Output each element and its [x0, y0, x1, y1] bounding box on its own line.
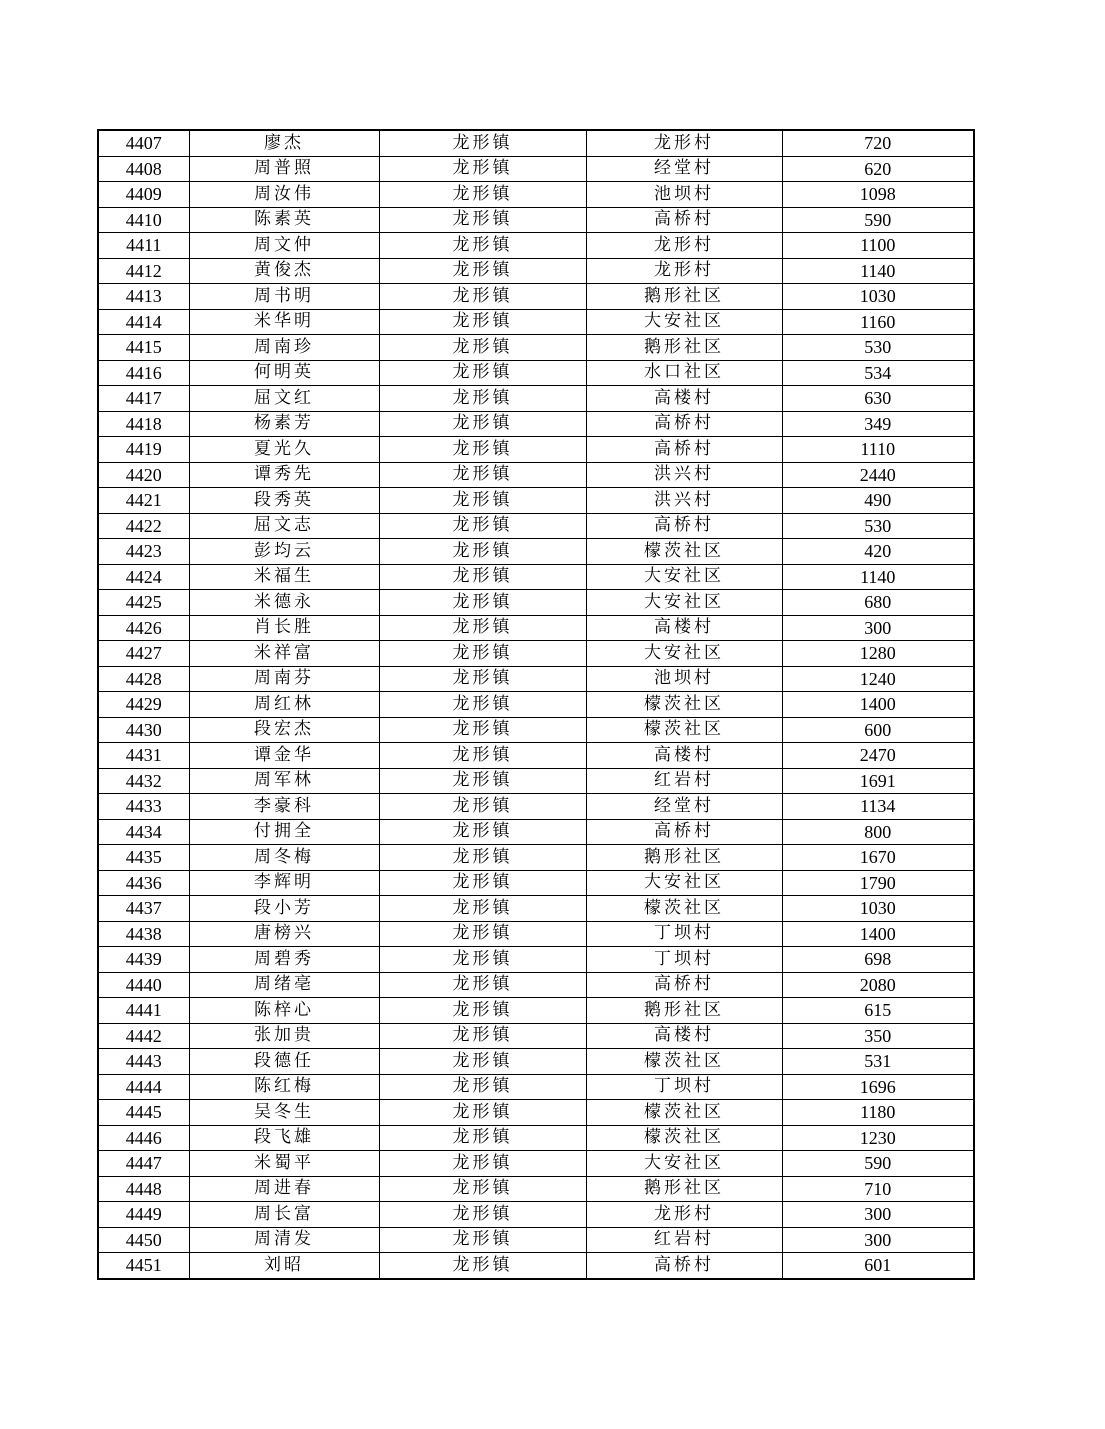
town-cell: 龙形镇: [379, 870, 586, 896]
name-cell: 米福生: [189, 564, 379, 590]
name-cell: 廖杰: [189, 130, 379, 156]
table-row: [98, 947, 974, 973]
town-cell: 龙形镇: [379, 692, 586, 718]
table-row: [98, 845, 974, 871]
amount-cell: 1670: [782, 845, 974, 871]
record-id-cell: 4429: [98, 692, 189, 718]
table-row: [98, 437, 974, 463]
village-cell: 高桥村: [586, 819, 782, 845]
town-cell: 龙形镇: [379, 1023, 586, 1049]
town-cell: 龙形镇: [379, 972, 586, 998]
village-cell: 经堂村: [586, 156, 782, 182]
amount-cell: 1400: [782, 692, 974, 718]
village-cell: 高桥村: [586, 411, 782, 437]
amount-cell: 620: [782, 156, 974, 182]
table-row: [98, 411, 974, 437]
name-cell: 周碧秀: [189, 947, 379, 973]
amount-cell: 1110: [782, 437, 974, 463]
amount-cell: 531: [782, 1049, 974, 1075]
village-cell: 丁坝村: [586, 947, 782, 973]
table-row: [98, 921, 974, 947]
table-row: [98, 717, 974, 743]
record-id-cell: 4409: [98, 182, 189, 208]
town-cell: 龙形镇: [379, 386, 586, 412]
village-cell: 洪兴村: [586, 488, 782, 514]
record-id-cell: 4431: [98, 743, 189, 769]
town-cell: 龙形镇: [379, 1049, 586, 1075]
village-cell: 鹅形社区: [586, 284, 782, 310]
record-id-cell: 4410: [98, 207, 189, 233]
amount-cell: 698: [782, 947, 974, 973]
record-id-cell: 4408: [98, 156, 189, 182]
table-row: [98, 743, 974, 769]
town-cell: 龙形镇: [379, 1151, 586, 1177]
town-cell: 龙形镇: [379, 1253, 586, 1279]
name-cell: 周红林: [189, 692, 379, 718]
village-cell: 檬茨社区: [586, 717, 782, 743]
village-cell: 丁坝村: [586, 921, 782, 947]
table-row: [98, 360, 974, 386]
name-cell: 周南珍: [189, 335, 379, 361]
name-cell: 黄俊杰: [189, 258, 379, 284]
record-id-cell: 4418: [98, 411, 189, 437]
record-id-cell: 4449: [98, 1202, 189, 1228]
table-row: [98, 972, 974, 998]
town-cell: 龙形镇: [379, 360, 586, 386]
amount-cell: 2440: [782, 462, 974, 488]
table-row: [98, 641, 974, 667]
amount-cell: 1030: [782, 284, 974, 310]
town-cell: 龙形镇: [379, 233, 586, 259]
town-cell: 龙形镇: [379, 1227, 586, 1253]
record-id-cell: 4435: [98, 845, 189, 871]
amount-cell: 1790: [782, 870, 974, 896]
table-row: [98, 896, 974, 922]
record-id-cell: 4416: [98, 360, 189, 386]
amount-cell: 300: [782, 1202, 974, 1228]
town-cell: 龙形镇: [379, 666, 586, 692]
village-cell: 高桥村: [586, 972, 782, 998]
record-id-cell: 4426: [98, 615, 189, 641]
town-cell: 龙形镇: [379, 641, 586, 667]
village-cell: 高楼村: [586, 1023, 782, 1049]
name-cell: 段德任: [189, 1049, 379, 1075]
table-row: [98, 258, 974, 284]
table-row: [98, 590, 974, 616]
town-cell: 龙形镇: [379, 896, 586, 922]
record-id-cell: 4424: [98, 564, 189, 590]
village-cell: 龙形村: [586, 233, 782, 259]
record-id-cell: 4450: [98, 1227, 189, 1253]
village-cell: 龙形村: [586, 130, 782, 156]
table-row: [98, 998, 974, 1024]
town-cell: 龙形镇: [379, 462, 586, 488]
table-row: [98, 692, 974, 718]
name-cell: 付拥全: [189, 819, 379, 845]
town-cell: 龙形镇: [379, 411, 586, 437]
town-cell: 龙形镇: [379, 743, 586, 769]
record-id-cell: 4422: [98, 513, 189, 539]
town-cell: 龙形镇: [379, 130, 586, 156]
table-row: [98, 1074, 974, 1100]
amount-cell: 590: [782, 207, 974, 233]
amount-cell: 600: [782, 717, 974, 743]
amount-cell: 601: [782, 1253, 974, 1279]
village-cell: 高桥村: [586, 437, 782, 463]
amount-cell: 1280: [782, 641, 974, 667]
name-cell: 周清发: [189, 1227, 379, 1253]
table-row: [98, 284, 974, 310]
amount-cell: 590: [782, 1151, 974, 1177]
name-cell: 周书明: [189, 284, 379, 310]
amount-cell: 1100: [782, 233, 974, 259]
name-cell: 陈梓心: [189, 998, 379, 1024]
amount-cell: 1098: [782, 182, 974, 208]
name-cell: 段秀英: [189, 488, 379, 514]
record-id-cell: 4434: [98, 819, 189, 845]
name-cell: 周进春: [189, 1176, 379, 1202]
town-cell: 龙形镇: [379, 1074, 586, 1100]
town-cell: 龙形镇: [379, 717, 586, 743]
record-id-cell: 4430: [98, 717, 189, 743]
amount-cell: 300: [782, 1227, 974, 1253]
record-id-cell: 4427: [98, 641, 189, 667]
record-id-cell: 4437: [98, 896, 189, 922]
name-cell: 周南芬: [189, 666, 379, 692]
table-row: [98, 564, 974, 590]
record-id-cell: 4439: [98, 947, 189, 973]
town-cell: 龙形镇: [379, 1176, 586, 1202]
name-cell: 周文仲: [189, 233, 379, 259]
village-cell: 经堂村: [586, 794, 782, 820]
amount-cell: 1230: [782, 1125, 974, 1151]
village-cell: 高楼村: [586, 615, 782, 641]
table-row: [98, 488, 974, 514]
village-cell: 丁坝村: [586, 1074, 782, 1100]
record-id-cell: 4440: [98, 972, 189, 998]
village-cell: 大安社区: [586, 870, 782, 896]
table-row: [98, 1049, 974, 1075]
amount-cell: 350: [782, 1023, 974, 1049]
name-cell: 李豪科: [189, 794, 379, 820]
name-cell: 周长富: [189, 1202, 379, 1228]
name-cell: 张加贵: [189, 1023, 379, 1049]
village-cell: 水口社区: [586, 360, 782, 386]
village-cell: 高桥村: [586, 1253, 782, 1279]
name-cell: 周普照: [189, 156, 379, 182]
table-row: [98, 309, 974, 335]
amount-cell: 615: [782, 998, 974, 1024]
record-id-cell: 4407: [98, 130, 189, 156]
table-row: [98, 539, 974, 565]
table-row: [98, 156, 974, 182]
village-cell: 高楼村: [586, 386, 782, 412]
record-id-cell: 4415: [98, 335, 189, 361]
village-cell: 高桥村: [586, 513, 782, 539]
village-cell: 檬茨社区: [586, 896, 782, 922]
amount-cell: 1691: [782, 768, 974, 794]
amount-cell: 2080: [782, 972, 974, 998]
town-cell: 龙形镇: [379, 1100, 586, 1126]
village-cell: 大安社区: [586, 309, 782, 335]
amount-cell: 1240: [782, 666, 974, 692]
town-cell: 龙形镇: [379, 207, 586, 233]
name-cell: 屈文志: [189, 513, 379, 539]
table-row: [98, 335, 974, 361]
name-cell: 米蜀平: [189, 1151, 379, 1177]
village-cell: 大安社区: [586, 590, 782, 616]
village-cell: 檬茨社区: [586, 539, 782, 565]
village-cell: 大安社区: [586, 564, 782, 590]
amount-cell: 1140: [782, 258, 974, 284]
town-cell: 龙形镇: [379, 819, 586, 845]
village-cell: 鹅形社区: [586, 998, 782, 1024]
village-cell: 池坝村: [586, 666, 782, 692]
table-row: [98, 1151, 974, 1177]
name-cell: 米祥富: [189, 641, 379, 667]
town-cell: 龙形镇: [379, 768, 586, 794]
name-cell: 吴冬生: [189, 1100, 379, 1126]
town-cell: 龙形镇: [379, 615, 586, 641]
record-id-cell: 4446: [98, 1125, 189, 1151]
name-cell: 段小芳: [189, 896, 379, 922]
town-cell: 龙形镇: [379, 947, 586, 973]
table-row: [98, 1100, 974, 1126]
town-cell: 龙形镇: [379, 1202, 586, 1228]
data-sheet: [97, 129, 973, 1280]
village-cell: 龙形村: [586, 1202, 782, 1228]
table-row: [98, 1176, 974, 1202]
record-id-cell: 4441: [98, 998, 189, 1024]
village-cell: 红岩村: [586, 768, 782, 794]
record-id-cell: 4425: [98, 590, 189, 616]
table-row: [98, 819, 974, 845]
village-cell: 檬茨社区: [586, 1049, 782, 1075]
record-id-cell: 4436: [98, 870, 189, 896]
table-row: [98, 130, 974, 156]
village-cell: 鹅形社区: [586, 335, 782, 361]
town-cell: 龙形镇: [379, 513, 586, 539]
amount-cell: 530: [782, 335, 974, 361]
amount-cell: 720: [782, 130, 974, 156]
name-cell: 周冬梅: [189, 845, 379, 871]
town-cell: 龙形镇: [379, 258, 586, 284]
town-cell: 龙形镇: [379, 335, 586, 361]
name-cell: 周绪亳: [189, 972, 379, 998]
record-id-cell: 4419: [98, 437, 189, 463]
amount-cell: 1030: [782, 896, 974, 922]
town-cell: 龙形镇: [379, 794, 586, 820]
town-cell: 龙形镇: [379, 998, 586, 1024]
record-id-cell: 4448: [98, 1176, 189, 1202]
table-row: [98, 1125, 974, 1151]
record-id-cell: 4442: [98, 1023, 189, 1049]
record-id-cell: 4438: [98, 921, 189, 947]
record-id-cell: 4421: [98, 488, 189, 514]
name-cell: 夏光久: [189, 437, 379, 463]
name-cell: 刘昭: [189, 1253, 379, 1279]
name-cell: 米德永: [189, 590, 379, 616]
amount-cell: 2470: [782, 743, 974, 769]
name-cell: 周汝伟: [189, 182, 379, 208]
town-cell: 龙形镇: [379, 539, 586, 565]
table-row: [98, 1023, 974, 1049]
amount-cell: 1160: [782, 309, 974, 335]
amount-cell: 1134: [782, 794, 974, 820]
amount-cell: 349: [782, 411, 974, 437]
name-cell: 唐榜兴: [189, 921, 379, 947]
table-body: [98, 130, 974, 1279]
town-cell: 龙形镇: [379, 182, 586, 208]
village-cell: 檬茨社区: [586, 692, 782, 718]
village-cell: 鹅形社区: [586, 1176, 782, 1202]
name-cell: 米华明: [189, 309, 379, 335]
record-id-cell: 4451: [98, 1253, 189, 1279]
table-row: [98, 462, 974, 488]
amount-cell: 1180: [782, 1100, 974, 1126]
amount-cell: 1400: [782, 921, 974, 947]
name-cell: 何明英: [189, 360, 379, 386]
amount-cell: 630: [782, 386, 974, 412]
village-cell: 池坝村: [586, 182, 782, 208]
record-id-cell: 4414: [98, 309, 189, 335]
name-cell: 段宏杰: [189, 717, 379, 743]
village-cell: 大安社区: [586, 641, 782, 667]
record-id-cell: 4411: [98, 233, 189, 259]
record-id-cell: 4420: [98, 462, 189, 488]
records-table: [97, 129, 975, 1280]
record-id-cell: 4413: [98, 284, 189, 310]
town-cell: 龙形镇: [379, 590, 586, 616]
town-cell: 龙形镇: [379, 1125, 586, 1151]
record-id-cell: 4423: [98, 539, 189, 565]
village-cell: 鹅形社区: [586, 845, 782, 871]
village-cell: 高桥村: [586, 207, 782, 233]
town-cell: 龙形镇: [379, 156, 586, 182]
name-cell: 谭金华: [189, 743, 379, 769]
amount-cell: 680: [782, 590, 974, 616]
amount-cell: 420: [782, 539, 974, 565]
table-row: [98, 386, 974, 412]
table-row: [98, 768, 974, 794]
amount-cell: 1140: [782, 564, 974, 590]
town-cell: 龙形镇: [379, 488, 586, 514]
name-cell: 肖长胜: [189, 615, 379, 641]
name-cell: 李辉明: [189, 870, 379, 896]
amount-cell: 534: [782, 360, 974, 386]
amount-cell: 530: [782, 513, 974, 539]
table-row: [98, 615, 974, 641]
record-id-cell: 4443: [98, 1049, 189, 1075]
name-cell: 杨素芳: [189, 411, 379, 437]
record-id-cell: 4447: [98, 1151, 189, 1177]
amount-cell: 490: [782, 488, 974, 514]
name-cell: 周军林: [189, 768, 379, 794]
record-id-cell: 4445: [98, 1100, 189, 1126]
town-cell: 龙形镇: [379, 564, 586, 590]
town-cell: 龙形镇: [379, 921, 586, 947]
table-row: [98, 207, 974, 233]
table-row: [98, 870, 974, 896]
village-cell: 大安社区: [586, 1151, 782, 1177]
name-cell: 陈素英: [189, 207, 379, 233]
village-cell: 檬茨社区: [586, 1100, 782, 1126]
table-row: [98, 1202, 974, 1228]
table-row: [98, 182, 974, 208]
table-row: [98, 513, 974, 539]
village-cell: 高楼村: [586, 743, 782, 769]
village-cell: 龙形村: [586, 258, 782, 284]
table-row: [98, 666, 974, 692]
village-cell: 红岩村: [586, 1227, 782, 1253]
town-cell: 龙形镇: [379, 845, 586, 871]
record-id-cell: 4444: [98, 1074, 189, 1100]
record-id-cell: 4412: [98, 258, 189, 284]
name-cell: 段飞雄: [189, 1125, 379, 1151]
name-cell: 屈文红: [189, 386, 379, 412]
town-cell: 龙形镇: [379, 284, 586, 310]
table-row: [98, 794, 974, 820]
village-cell: 洪兴村: [586, 462, 782, 488]
town-cell: 龙形镇: [379, 437, 586, 463]
table-row: [98, 233, 974, 259]
record-id-cell: 4433: [98, 794, 189, 820]
name-cell: 彭均云: [189, 539, 379, 565]
amount-cell: 710: [782, 1176, 974, 1202]
table-row: [98, 1227, 974, 1253]
town-cell: 龙形镇: [379, 309, 586, 335]
table-row: [98, 1253, 974, 1279]
name-cell: 谭秀先: [189, 462, 379, 488]
amount-cell: 300: [782, 615, 974, 641]
record-id-cell: 4432: [98, 768, 189, 794]
record-id-cell: 4428: [98, 666, 189, 692]
name-cell: 陈红梅: [189, 1074, 379, 1100]
village-cell: 檬茨社区: [586, 1125, 782, 1151]
amount-cell: 1696: [782, 1074, 974, 1100]
record-id-cell: 4417: [98, 386, 189, 412]
amount-cell: 800: [782, 819, 974, 845]
